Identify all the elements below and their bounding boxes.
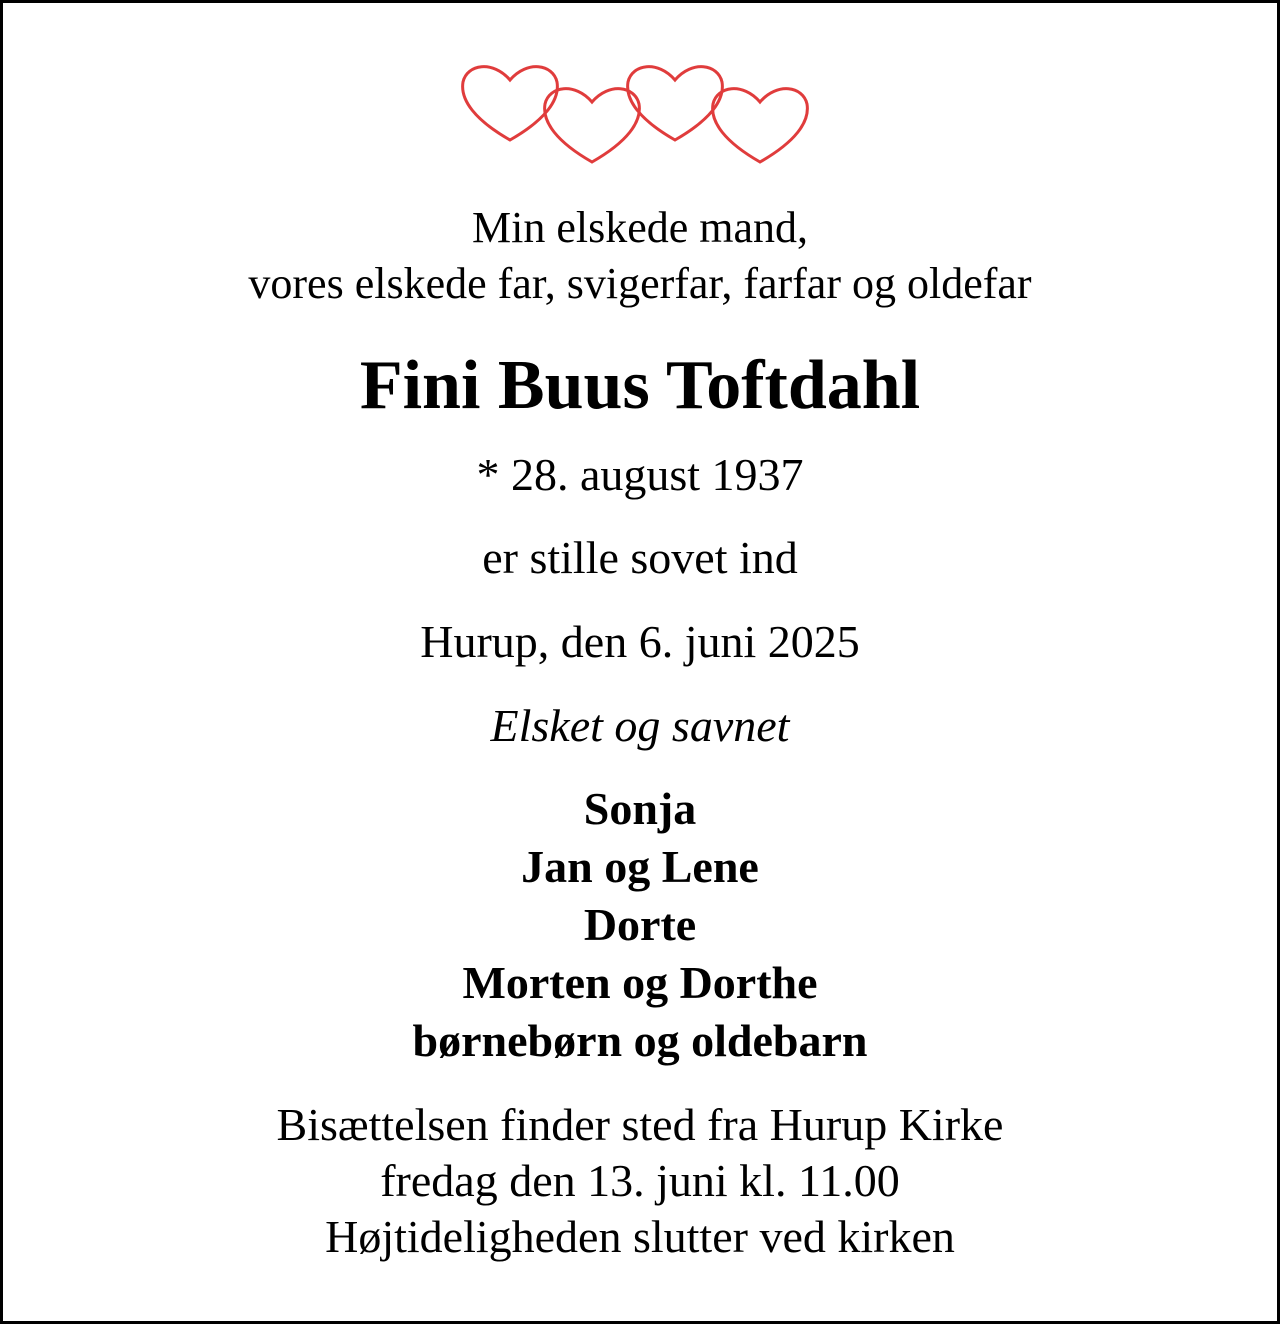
passed-text: er stille sovet ind [482, 532, 798, 583]
intro-line-2: vores elskede far, svigerfar, farfar og oldefar [248, 259, 1032, 308]
family-member: Morten og Dorthe [462, 957, 818, 1008]
motto: Elsket og savnet [490, 700, 790, 751]
funeral-line-2: fredag den 13. juni kl. 11.00 [380, 1155, 900, 1206]
family-member: børnebørn og oldebarn [412, 1015, 868, 1066]
birth-date: * 28. august 1937 [476, 449, 804, 500]
family-list [0, 780, 1280, 1070]
intro-text [0, 200, 1280, 312]
intro-line-1: Min elskede mand, [471, 203, 809, 252]
funeral-line-3: Højtideligheden slutter ved kirken [325, 1211, 955, 1262]
family-member: Jan og Lene [521, 841, 759, 892]
family-member: Dorte [583, 899, 697, 950]
hearts-icon [455, 60, 825, 170]
place-and-date: Hurup, den 6. juni 2025 [420, 616, 860, 667]
deceased-name: Fini Buus Toftdahl [359, 347, 921, 424]
family-member: Sonja [583, 783, 697, 834]
funeral-info [0, 1097, 1280, 1265]
funeral-line-1: Bisættelsen finder sted fra Hurup Kirke [276, 1099, 1004, 1150]
